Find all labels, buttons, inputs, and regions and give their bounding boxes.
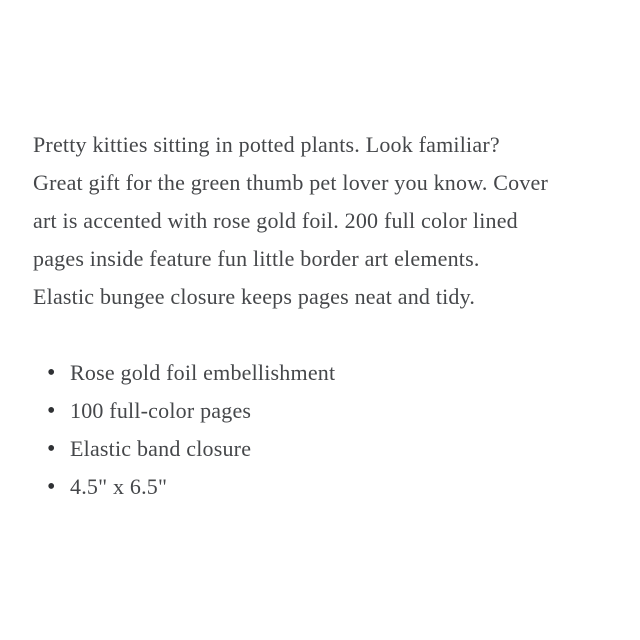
feature-item [33, 430, 622, 468]
feature-item [33, 468, 622, 506]
feature-text: 100 full-color pages [70, 398, 252, 423]
bullet-icon: • [47, 474, 56, 500]
paragraph-line: Elastic bungee closure keeps pages neat and tidy. [33, 284, 476, 309]
bullet-icon: • [47, 398, 56, 424]
feature-text: Rose gold foil embellishment [70, 360, 336, 385]
feature-item [33, 392, 622, 430]
feature-list [33, 354, 622, 506]
feature-item [33, 354, 622, 392]
bullet-icon: • [47, 360, 56, 386]
paragraph-line: pages inside feature fun little border art elements. [33, 246, 480, 271]
product-description-paragraph [33, 126, 622, 316]
paragraph-line: Great gift for the green thumb pet lover you know. Cover [33, 170, 549, 195]
feature-text: 4.5" x 6.5" [70, 474, 168, 499]
paragraph-line: Pretty kitties sitting in potted plants. Look familiar? [33, 132, 500, 157]
feature-text: Elastic band closure [70, 436, 252, 461]
bullet-icon: • [47, 436, 56, 462]
paragraph-line: art is accented with rose gold foil. 200 full color lined [33, 208, 518, 233]
